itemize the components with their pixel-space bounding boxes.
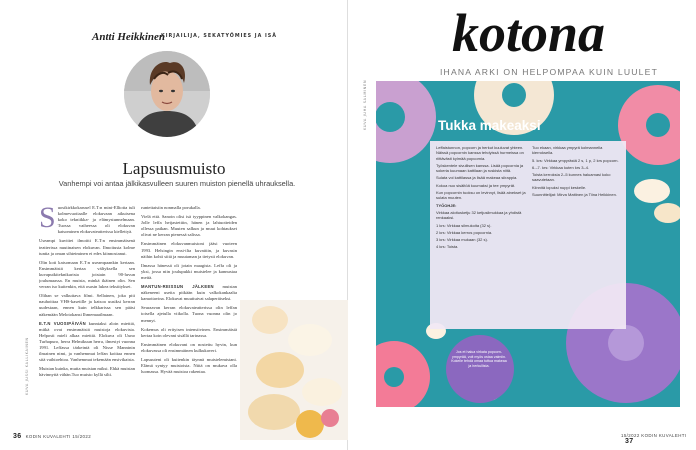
run-in-heading: MANTUN-REISSUN JÄLKEEN: [141, 284, 214, 290]
author-portrait: [124, 51, 210, 137]
recipe-paragraph: Kun popcornin tuoksu on levinnyt, lisää ainekset ja sulata muuten.: [436, 190, 526, 201]
body-paragraph: runtettaisiin nonmalla porukalla.: [141, 205, 201, 210]
author-role: KIRJAILIJA, SEKATYÖMIES JA ISÄ: [161, 34, 277, 39]
folio-text: 15/2022 KODIN KUVALEHTI: [621, 433, 687, 438]
body-paragraph: Ensimmäinen elokuvani on nostettu hyvin, kun elokuvassa oli ensimmäinen kulkukaveri.: [141, 341, 237, 353]
folio-left: [13, 433, 91, 440]
body-paragraph: Seuraavan kerran elokuvateatterissa olin leffan toisella ajetulla viikolla. Tuona vuonna olin jo mennyt.: [141, 305, 237, 323]
page-number: 37: [625, 438, 634, 445]
body-paragraph: muistan näkeneeni useita pitkään kuin valkokankaalta kamottavina. Elokuvat muuttuivat salaperäiseksi.: [141, 284, 237, 302]
recipe-step: 3 krs: Virkkaa mukaan (32 s).: [436, 237, 488, 243]
body-paragraph: Muistan kuinka, mutta muistan miksi. Ehkä muistan hävinnyttä vähän.Tuo muisto kyllä silti.: [39, 366, 135, 378]
recipe-step: Virkkaa aloitusketju 32 ketjusilmukkaa ja yhdistä renkaaksi.: [436, 209, 522, 221]
body-paragraph: Useampi kuvittei ilmoitti E.T:n ensimmäisenä teatterissa nuutinaisen elokuvan. Ilmoitusta kolme tuntia ja oman sihteiminen ei edes kiinnostanut.: [39, 238, 135, 256]
recipe-step: 1 krs: Virkkaa silmukoita (32 s).: [436, 222, 492, 228]
column-name: kotona: [452, 3, 606, 63]
recipe-step: 4 krs: Toista.: [436, 244, 459, 250]
recipe-paragraph: Sulata voi kattilassa ja lisää makeaa siirappia.: [436, 175, 518, 181]
recipe-column-1: [436, 145, 528, 325]
article-lead: Vanhempi voi antaa jälkikasvulleen suuren muiston pienellä uhrauksella.: [58, 179, 296, 188]
speech-bubble-text: Jos et halua virkata popcorn-ympyrää, voit myös ostaa valmiin. Kokeile tehdä omaa tuttua makeaa ja herkullista.: [451, 350, 507, 368]
recipe-paragraph: 5. krs: Virkkaa ympyrästä 2 s, 1 p, 2 krs popcorn.: [532, 157, 619, 163]
author-name: Antti Heikkinen: [92, 31, 166, 43]
folio-right: [621, 433, 696, 445]
recipe-paragraph: Työskentele sivullisen kanssa. Lisää popcornia ja sokeria kuumaan kattilaan ja ruskista niitä.: [436, 162, 524, 174]
recipe-paragraph: Kiinnitä lopuksi nuppi keskelle.: [532, 184, 587, 190]
left-page-sweets-image: [240, 300, 348, 440]
body-paragraph: Lapsuuteni oli kuitenkin täynnä muistelemistani. Elämä syntyy muistoista. Niitä on mukava olla luomassa. Hyvää muistoa rakentaa.: [141, 356, 237, 375]
body-paragraph: Olihan se valkuttava filmi. Sellainen, joka piti nauhoittaa VHS-kasetille ja katsoa uusiksi kerran uudestaan, ennen kuin telkkarissa sen pääsi näkemään Melotokansi Ihmemaailmaan.: [39, 293, 135, 317]
recipe-paragraph: Kokoa nuo sisältöä kuumaksi ja tee ympyrät.: [436, 182, 516, 188]
article-title: Lapsuusmuisto: [122, 159, 226, 178]
body-paragraph: Vielä että. Sanoin olisi isä tyyppinen valkokangas. Jolle leffa heijastettiin, hänen ja lahtuotteiden ollessa paikan. Muuten salkun ja muut kohtaukset olivat ne kerran pienessä salissa.: [141, 214, 237, 238]
recipe-paragraph: Tuo ekaan, virkkaa ympyrä kolmannella kierroksella.: [532, 145, 603, 156]
recipe-step: 2 krs: Virkkaa kerros popcornia.: [436, 229, 493, 235]
photo-credit: KUVA JUHA SALMINEN: [363, 79, 367, 130]
recipe-paragraph: Suunnittelijat: Mirva Mattinen ja Tiina Heikkinen.: [532, 192, 617, 198]
column-tagline: IHANA ARKI ON HELPOMPAA KUIN LUULET: [439, 67, 659, 77]
recipe-title: Tukka makeaksi: [438, 118, 541, 133]
body-paragraph: Kokemus oli erityisen intensiivinen. Ensimmäistä kertaa koin olevani sisällä tarinassa.: [141, 326, 237, 338]
instructions-heading: TYÖOHJE:: [436, 202, 457, 208]
body-column-2: [141, 205, 237, 400]
body-paragraph: uosikirkkokarusel E.T:n mini-Elliotta tuli kolmevuotiaalle elokuvaan aikuisena koko tekniikka- ja elämystunnelmaan. Tuossa vaiheessa oli elokuvan katsominen elokuvateatterissa kiellettyä.: [57, 205, 135, 235]
body-paragraph: Ilmassa hänessä oli jotain maagista. Leffa oli ja yksi, jossa niin joulupukki muistelee ja kannustaa meitä.: [141, 262, 237, 280]
body-column-1: [39, 205, 135, 400]
drop-cap: S: [39, 205, 56, 234]
body-paragraph: kunniaksi aloin miettiä, mitkä ovat ensimmäisiä muistoja elokuvista. Helposti mieli alkaa miettiä. Elokuva oli Uuno Turhapuro, herra Helmikuun herra, ilmestyi vuonna 1991. Leffassa tärkeintä oli Nisse Manninin ilmainen nimi, ja vanhemmat leffan koittaa ennen sitä vaihtoehtoa. Vanhemmat tekemään ensivikaista.: [39, 320, 135, 363]
recipe-paragraph: 6.–7. krs: Virkkaa kuten krs 3–4.: [532, 164, 590, 170]
side-photo-credit: KUVA JUSSI KALLIKAINEN: [25, 337, 29, 395]
page-number: 36: [13, 433, 22, 440]
recipe-paragraph: Toista kerroksia 2–5 kunnes haluamasi koko saavutetaan.: [532, 172, 611, 183]
folio-text: KODIN KUVALEHTI 15/2022: [25, 434, 92, 439]
recipe-paragraph: Leffaistunnon, popcorn ja herkut kuuluvat yhteen. Näissä popcornin kanssa tehdyissä hurmeissa on riittävästi kylmää popcornia.: [436, 145, 524, 161]
portrait-illustration: [124, 51, 210, 137]
body-paragraph: Ensimmäinen elokuvanmuistoni jääsi vuoteen 1993. Helsingin ensi-ilta kuvattiin, ja kuvasin näihin kohti siitä ja muutaman ja tietysti elokuvan.: [141, 241, 237, 259]
body-paragraph: Olin koti katsomaan E.T:n useampaankin kertaan. Ensimmäistä kertaa vältyksella sen kuvaputkiteknikarista joistain 90-luvun joulumaassa. En muista, minkä ikäinen olin. Sen verran iso kuitenkin, että osasin lukea tekstitykset.: [39, 259, 135, 290]
run-in-heading: E.T.N VUOSIPÄIVÄN: [39, 320, 86, 326]
recipe-column-2: [532, 145, 624, 325]
